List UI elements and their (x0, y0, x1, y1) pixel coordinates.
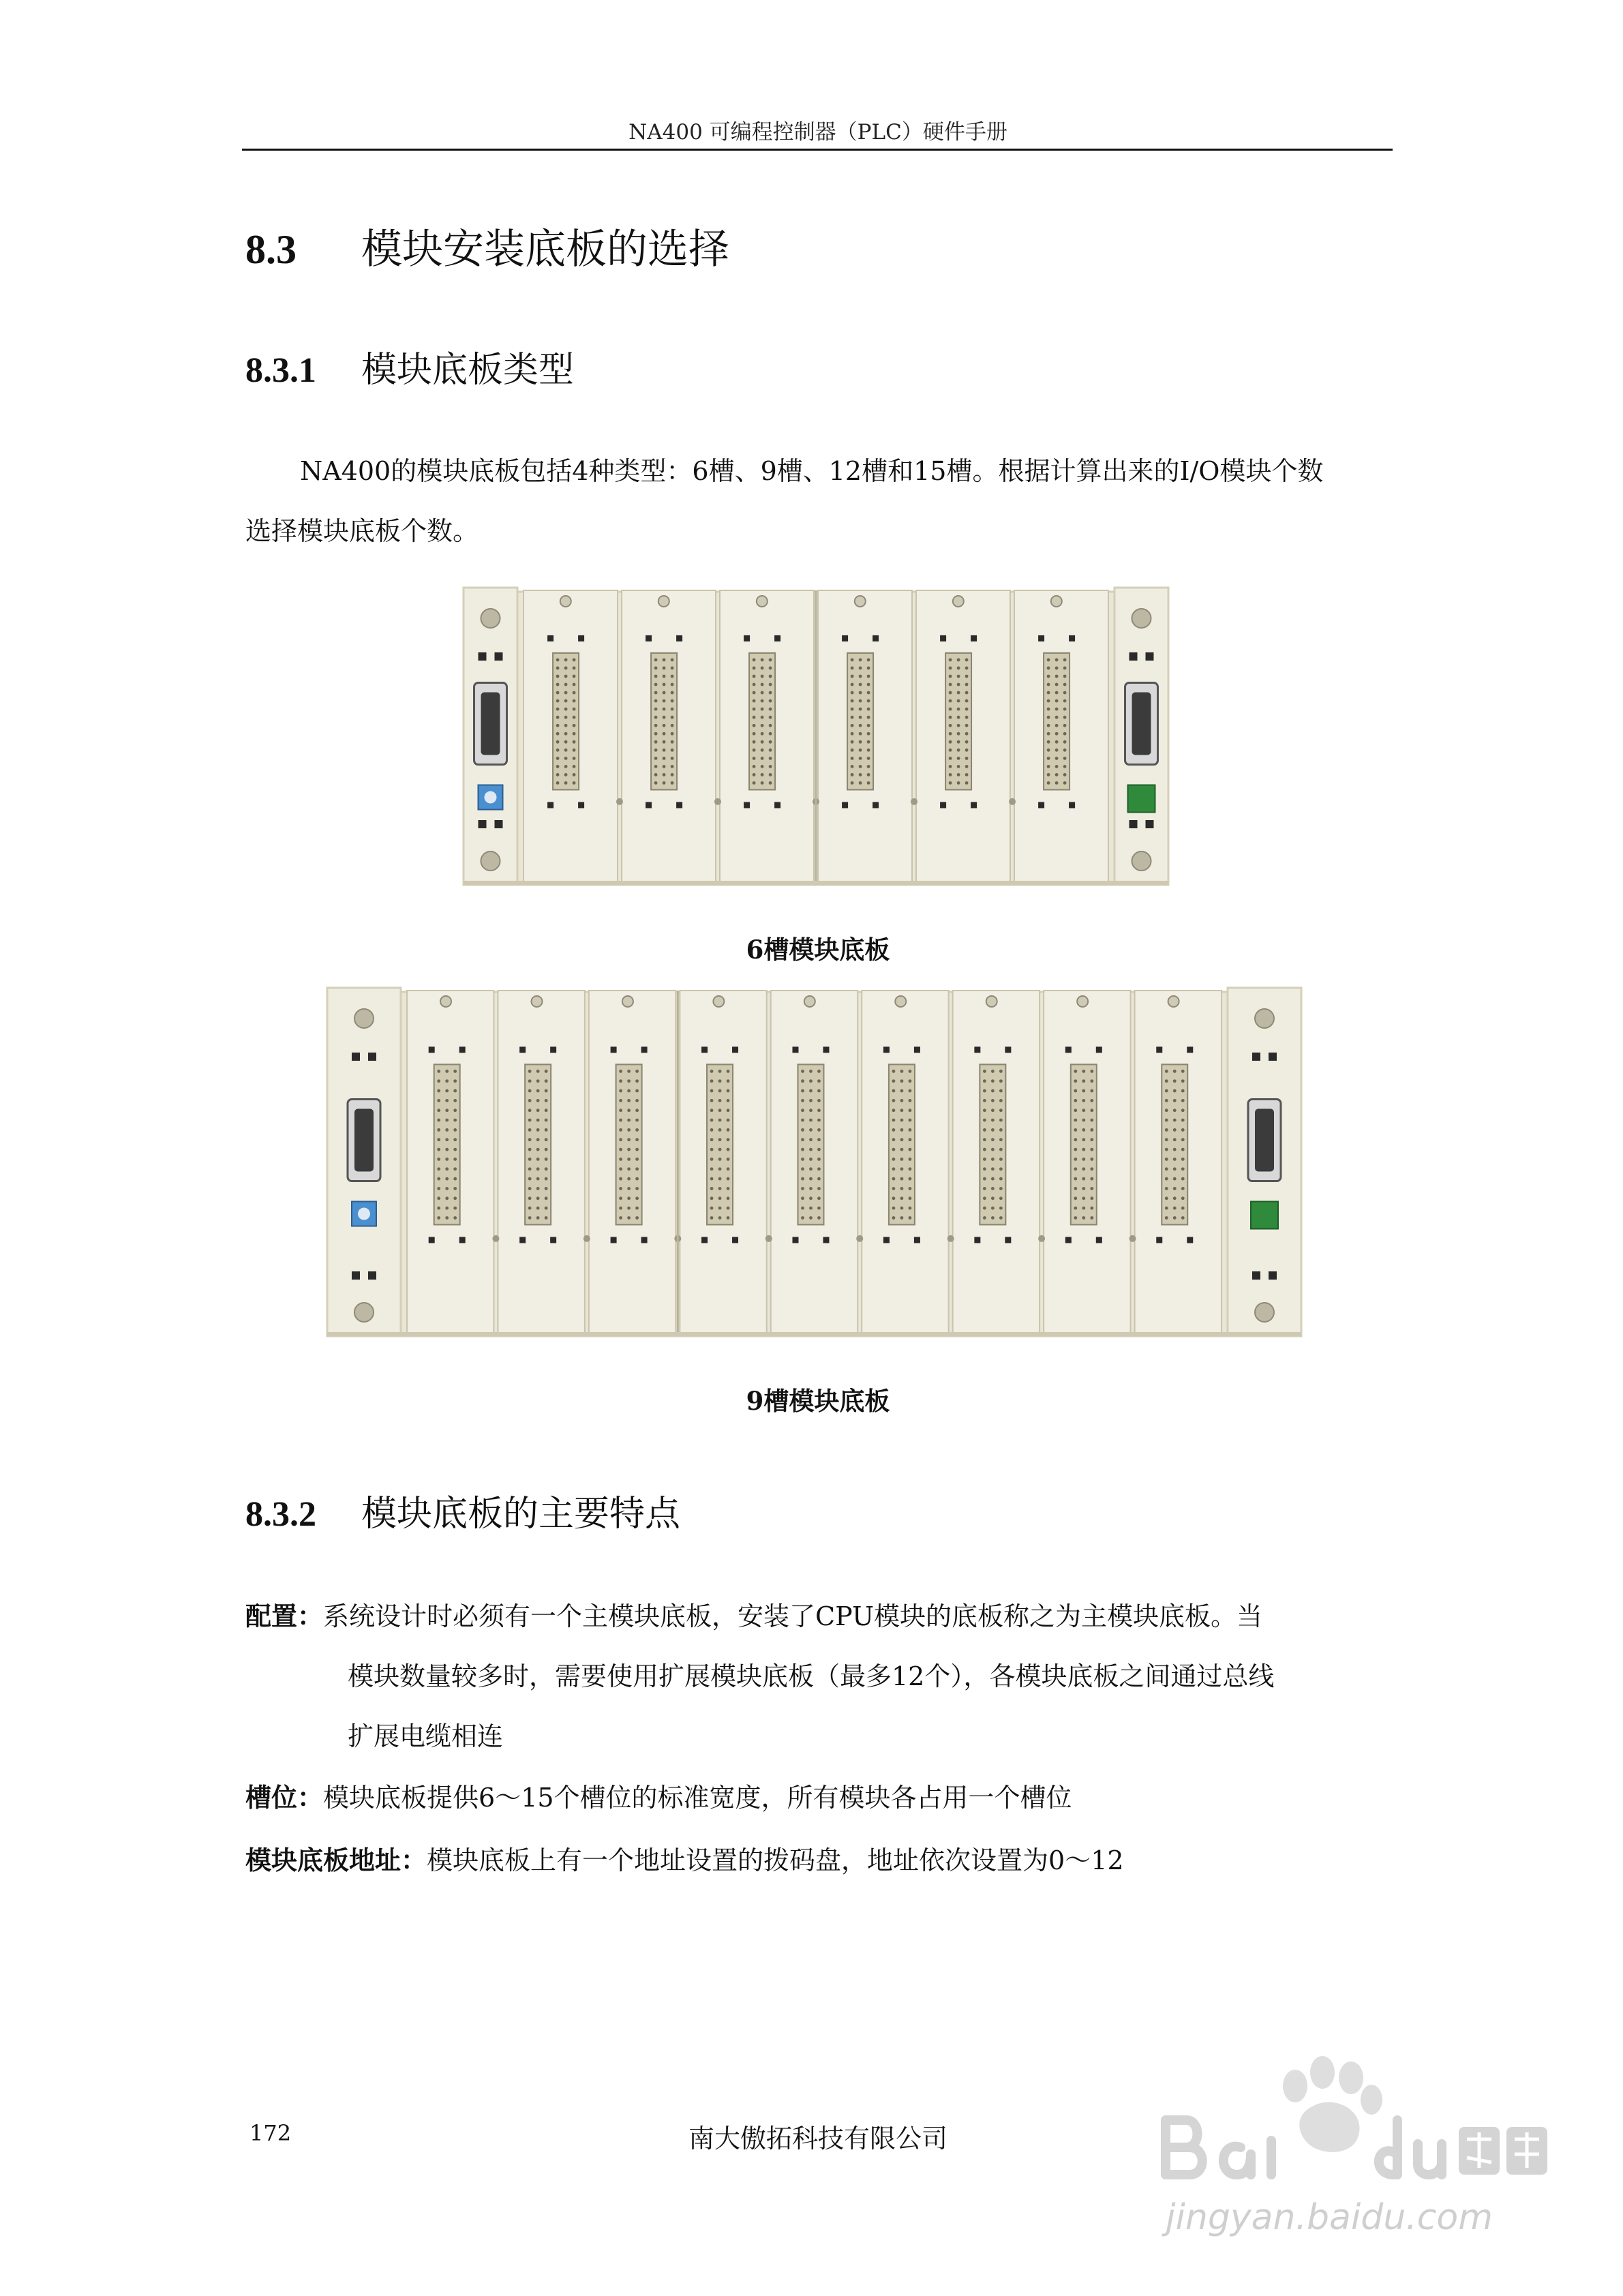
feature-config-line-2: 模块数量较多时，需要使用扩展模块底板（最多12个），各模块底板之间通过总线 (348, 1661, 1275, 1691)
subsection-number-2: 8.3.2 (245, 1495, 316, 1534)
feature-slot-text: 模块底板提供6～15个槽位的标准宽度，所有模块各占用一个槽位 (323, 1783, 1072, 1813)
paragraph-line-2: 选择模块底板个数。 (245, 516, 479, 546)
feature-config-text-1: 系统设计时必须有一个主模块底板，安装了CPU模块的底板称之为主模块底板。当 (323, 1601, 1263, 1631)
subsection-heading-2 (245, 1485, 680, 1536)
slot-connector (798, 1064, 823, 1224)
slot-connector (889, 1064, 915, 1224)
nine-slot-base-illustration (322, 980, 1307, 1344)
slot-connector (1044, 653, 1070, 790)
slot-4 (674, 991, 766, 1333)
feature-slot-label: 槽位： (245, 1782, 324, 1813)
section-number: 8.3 (245, 227, 297, 272)
power-terminal (1251, 1202, 1278, 1229)
feature-config-label: 配置： (245, 1601, 324, 1631)
running-header: NA400 可编程控制器（PLC）硬件手册 (628, 120, 1007, 145)
right-mount-hole (1255, 1009, 1274, 1028)
baidu-paw-logo (1152, 2045, 1561, 2250)
slot-1 (407, 991, 494, 1333)
slot-connector (434, 1064, 460, 1224)
right-mount-hole (1255, 1303, 1274, 1322)
slot-6 (1009, 590, 1108, 882)
footer-company: 南大傲拓科技有限公司 (688, 2124, 947, 2154)
baidu-jingyan-watermark (1152, 2045, 1561, 2250)
slot-connector (1162, 1064, 1187, 1224)
slot-connector (980, 1064, 1005, 1224)
right-mount-hole (1132, 609, 1151, 628)
left-mount-hole (354, 1009, 374, 1028)
slot-7 (947, 991, 1040, 1333)
feature-address-label: 模块底板地址： (245, 1845, 427, 1875)
feature-address-line (245, 1847, 1124, 1873)
slot-connector (707, 1064, 733, 1224)
slot-8 (1038, 991, 1130, 1333)
slot-connector (749, 653, 775, 790)
slot-2 (616, 590, 716, 882)
right-mount-hole (1132, 851, 1151, 871)
section-title: 模块安装底板的选择 (361, 226, 729, 273)
paragraph-line-1: NA400的模块底板包括4种类型：6槽、9槽、12槽和15槽。根据计算出来的I/O模块个数 (300, 456, 1324, 486)
power-terminal (1128, 785, 1155, 813)
subsection-title-2: 模块底板的主要特点 (361, 1494, 681, 1535)
slot-5 (911, 590, 1010, 882)
slot-connector (525, 1064, 551, 1224)
six-slot-base-photo (458, 579, 1174, 893)
header-rule (242, 149, 1393, 151)
slot-3 (583, 991, 676, 1333)
feature-config-line-1 (245, 1603, 1262, 1629)
subsection-heading-1 (245, 341, 574, 392)
feature-address-text: 模块底板上有一个地址设置的拨码盘，地址依次设置为0～12 (427, 1845, 1124, 1875)
slot-1 (524, 590, 618, 882)
subsection-number-1: 8.3.1 (245, 351, 316, 390)
left-mount-hole (481, 851, 500, 871)
left-mount-hole (481, 609, 500, 628)
subsection-title-1: 模块底板类型 (361, 350, 575, 391)
slot-connector (1071, 1064, 1097, 1224)
feature-config-line-3: 扩展电缆相连 (348, 1721, 504, 1751)
slot-9 (1129, 991, 1222, 1333)
slot-connector (651, 653, 677, 790)
slot-connector (616, 1064, 642, 1224)
slot-2 (492, 991, 584, 1333)
figure-caption-6: 6槽模块底板 (746, 935, 890, 965)
left-mount-hole (354, 1303, 374, 1322)
slot-6 (856, 991, 948, 1333)
slot-3 (714, 590, 814, 882)
section-heading (245, 217, 729, 275)
feature-slot-line (245, 1782, 1072, 1813)
six-slot-base-illustration (458, 579, 1174, 893)
slot-connector (945, 653, 971, 790)
slot-4 (813, 590, 912, 882)
slot-connector (553, 653, 579, 790)
nine-slot-base-photo (322, 980, 1307, 1344)
slot-5 (765, 991, 858, 1333)
page-number: 172 (249, 2120, 292, 2146)
slot-connector (847, 653, 873, 790)
watermark-url-art: jingyan.baidu.com (1166, 2197, 1493, 2238)
figure-caption-9: 9槽模块底板 (746, 1386, 890, 1416)
